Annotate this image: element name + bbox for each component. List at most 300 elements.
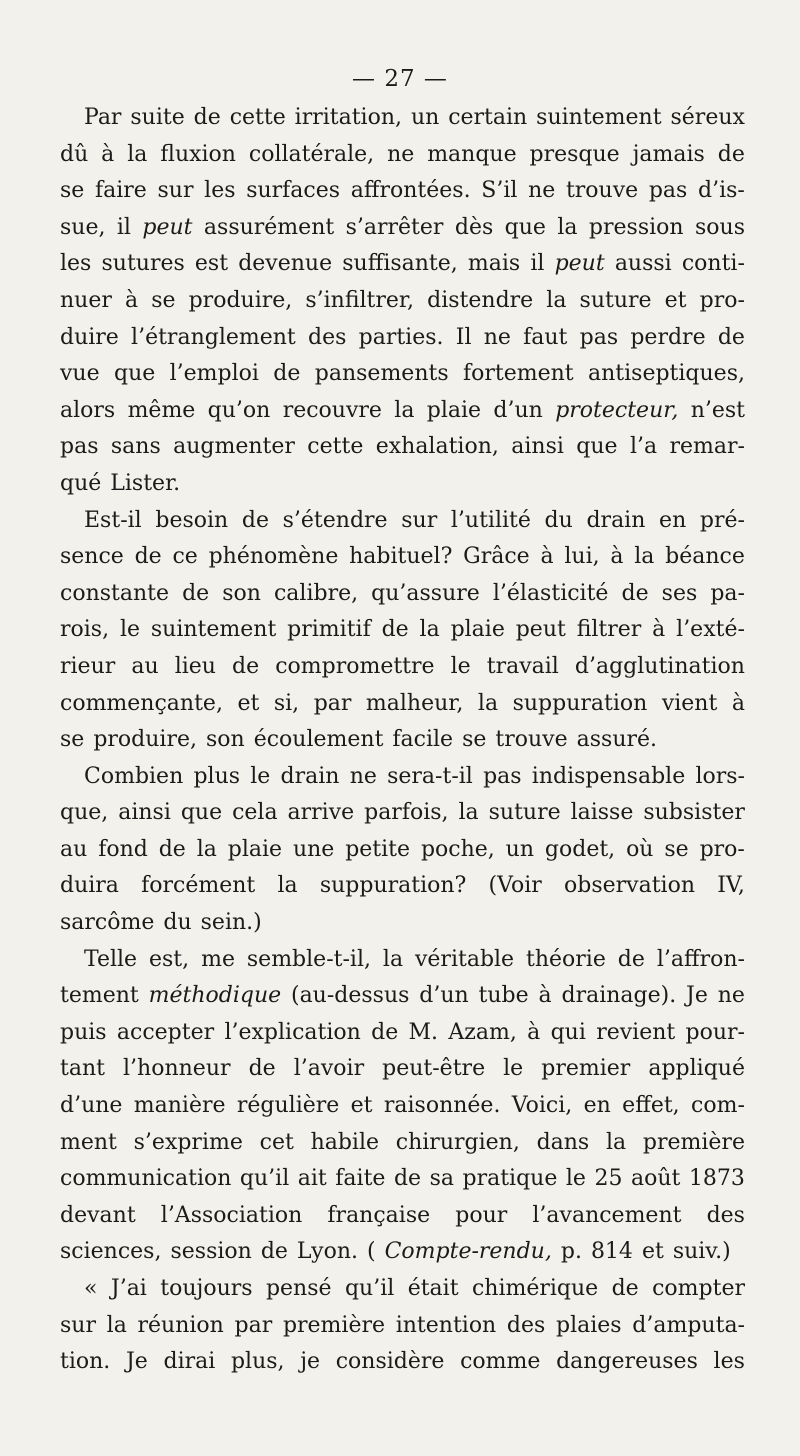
word: manque: [427, 141, 517, 167]
word: le: [450, 653, 471, 679]
word: Est-il: [84, 507, 142, 533]
word: le: [565, 1166, 586, 1192]
word: écoulement: [253, 727, 384, 753]
word: de: [241, 507, 269, 533]
word: faire: [94, 178, 147, 204]
word: surfaces: [246, 178, 341, 204]
word: jamais: [632, 141, 705, 167]
word: du: [544, 507, 573, 533]
word: pa-: [710, 580, 745, 606]
word: de: [248, 1056, 276, 1082]
word: les: [204, 178, 236, 204]
word: intention: [395, 1312, 497, 1338]
italic-word: peut: [554, 251, 605, 277]
word: lors-: [695, 763, 745, 789]
text-line: [60, 759, 745, 796]
word: que: [180, 800, 223, 826]
word: l’avancement: [532, 1202, 682, 1228]
word: ne: [483, 324, 511, 350]
text-line: [60, 1015, 745, 1052]
word: augmenter: [173, 434, 295, 460]
word: qu’on: [207, 397, 271, 423]
word: suppuration: [512, 690, 648, 716]
word: béance: [665, 544, 745, 570]
word: la: [557, 214, 578, 240]
word: M.: [408, 1019, 439, 1045]
word: communication: [60, 1166, 232, 1192]
word: dangereuses: [556, 1349, 698, 1375]
word: une: [292, 836, 335, 862]
word: suintement: [536, 105, 662, 130]
word: la: [419, 617, 440, 643]
word: duire: [60, 324, 119, 350]
word: sue,: [60, 214, 106, 240]
word: de: [193, 105, 221, 130]
italic-word: Compte-rendu,: [384, 1239, 552, 1265]
word: plaies: [556, 1312, 622, 1338]
word: premier: [541, 1056, 631, 1082]
word: où: [626, 836, 654, 862]
word: subsister: [643, 800, 745, 826]
word: habile: [310, 1129, 380, 1155]
text-line: [60, 356, 745, 393]
word: faite: [335, 1166, 386, 1192]
word: lieu: [174, 653, 216, 679]
text-line: [60, 503, 745, 540]
word: vient: [661, 690, 718, 716]
word: fortement: [462, 361, 574, 387]
word: antiseptiques,: [588, 361, 745, 387]
word: véritable: [414, 946, 515, 972]
text-line: [60, 1234, 745, 1271]
word: d’amputa-: [632, 1312, 745, 1338]
word: l’utilité: [450, 507, 531, 533]
word: calibre,: [273, 580, 359, 606]
word: vue: [60, 361, 100, 387]
word: pratique: [462, 1166, 558, 1192]
word: août: [630, 1166, 681, 1192]
word: que: [113, 361, 156, 387]
word: s’infiltrer,: [305, 287, 415, 313]
word: fond: [98, 836, 148, 862]
word: qué: [60, 470, 102, 496]
italic-word: peut: [142, 214, 193, 240]
word: semble-t-il,: [246, 946, 371, 972]
word: lui,: [564, 544, 600, 570]
word: appliqué: [648, 1056, 745, 1082]
word: pression: [588, 214, 684, 240]
word: la: [394, 397, 415, 423]
text-line: [60, 539, 745, 576]
word: le: [119, 617, 141, 643]
word: suture: [488, 800, 561, 826]
word: qu’assure: [371, 580, 480, 606]
word: compter: [652, 1276, 745, 1301]
word: l’avoir: [293, 1056, 365, 1082]
word: travail: [486, 653, 559, 679]
word: trouve: [495, 727, 568, 753]
text-line: [60, 942, 745, 979]
word: considère: [335, 1349, 445, 1375]
word: de: [134, 544, 162, 570]
word-group: [367, 1234, 552, 1271]
word: p.: [560, 1239, 582, 1265]
word: plus: [193, 763, 241, 789]
text-line: [60, 649, 745, 686]
word: n’est: [690, 397, 745, 423]
word: la: [605, 1129, 627, 1155]
word: du: [163, 910, 192, 936]
word: la: [127, 141, 148, 167]
word: tube: [478, 983, 529, 1009]
word: l’emploi: [169, 361, 259, 387]
text-line: [60, 429, 745, 466]
word: de: [621, 580, 649, 606]
word: d’is-: [698, 178, 745, 204]
word: pas: [579, 324, 619, 350]
word: de: [232, 653, 260, 679]
text-line: [60, 246, 745, 283]
word: se: [664, 836, 689, 862]
word: arrive: [287, 800, 355, 826]
word: sera-t-il: [387, 763, 473, 789]
word: les: [713, 1349, 745, 1375]
word: d’un: [419, 983, 469, 1009]
word: sarcôme: [60, 910, 155, 936]
word: il: [530, 251, 545, 277]
word: comme: [460, 1349, 541, 1375]
word: et: [237, 690, 260, 716]
word: Lister.: [110, 470, 181, 496]
word: compromettre: [275, 653, 435, 679]
word: affrontées.: [350, 178, 471, 204]
word: cela: [232, 800, 278, 826]
word: la: [634, 544, 655, 570]
word: de: [381, 617, 409, 643]
text-line: [60, 1051, 745, 1088]
word: des: [706, 1202, 745, 1228]
word: Je: [125, 1349, 148, 1375]
word: tion.: [60, 1349, 111, 1375]
word: l’affron-: [656, 946, 745, 972]
word: conti-: [681, 251, 745, 277]
word: que: [576, 434, 618, 460]
word: aussi: [614, 251, 672, 277]
word: rieur: [60, 653, 116, 679]
word: l’a: [629, 434, 658, 460]
word: si,: [273, 690, 300, 716]
word: pro-: [699, 836, 745, 862]
word: de: [717, 141, 745, 167]
word: française: [327, 1202, 431, 1228]
word: ne: [387, 141, 415, 167]
word: était: [407, 1276, 459, 1301]
word: IV,: [717, 873, 745, 899]
word: cet: [259, 1129, 294, 1155]
word: sence: [60, 544, 124, 570]
word: plaie: [450, 617, 505, 643]
word: constante: [60, 580, 170, 606]
text-line: [60, 905, 745, 942]
word: Je: [686, 983, 708, 1009]
word: devant: [60, 1202, 136, 1228]
word: distendre: [427, 287, 534, 313]
word: plaie: [426, 397, 482, 423]
word: la: [277, 873, 298, 899]
text-line: [60, 283, 745, 320]
word: facile: [392, 727, 454, 753]
word: se: [462, 727, 487, 753]
word: irritation,: [294, 105, 403, 130]
word: recouvre: [282, 397, 382, 423]
word: de: [617, 946, 645, 972]
word: Par: [84, 105, 122, 130]
word: dans: [536, 1129, 590, 1155]
word: l’exté-: [676, 617, 745, 643]
italic-word: protecteur,: [555, 397, 679, 423]
word: laisse: [570, 800, 634, 826]
word: première: [642, 1129, 745, 1155]
word: pour: [455, 1202, 508, 1228]
word: la: [382, 946, 404, 972]
word: parfois,: [364, 800, 449, 826]
word: tant: [60, 1056, 105, 1082]
word: primitif: [287, 617, 371, 643]
word: me: [201, 946, 235, 972]
word: perdre: [630, 324, 706, 350]
body-text: [60, 100, 745, 1381]
text-line: [60, 1344, 745, 1381]
word: (: [366, 1239, 376, 1265]
word: de: [393, 1166, 422, 1192]
italic-word: méthodique: [148, 983, 282, 1009]
word: et: [641, 1239, 664, 1265]
word: de: [273, 361, 301, 387]
word: malheur,: [365, 690, 464, 716]
word: sur: [401, 507, 438, 533]
word: phénomène: [208, 544, 339, 570]
word: des: [506, 1312, 546, 1338]
word: la: [546, 287, 567, 313]
text-line: [60, 320, 745, 357]
word: un: [505, 836, 535, 862]
word: un: [410, 105, 440, 130]
word: séreux: [670, 105, 745, 130]
word: de: [371, 1019, 399, 1045]
word: presque: [529, 141, 620, 167]
text-line: [60, 795, 745, 832]
word: accepter: [116, 1019, 215, 1045]
word: Grâce: [463, 544, 530, 570]
word: filtrer: [576, 617, 642, 643]
word: que,: [60, 800, 109, 826]
word: se: [151, 287, 176, 313]
word: poche,: [420, 836, 495, 862]
text-line: [60, 978, 745, 1015]
word: sur: [157, 178, 194, 204]
word: l’Association: [160, 1202, 303, 1228]
text-line: [60, 173, 745, 210]
text-line: [60, 210, 745, 247]
word: première: [282, 1312, 386, 1338]
word: (au-dessus: [290, 983, 410, 1009]
word: l’élasticité: [492, 580, 609, 606]
word: 1873: [688, 1166, 745, 1192]
word: qui: [550, 1019, 586, 1045]
word: revient: [596, 1019, 676, 1045]
word: exhalation,: [375, 434, 499, 460]
word: plus,: [230, 1349, 285, 1375]
word: collatérale,: [248, 141, 375, 167]
word: s’arrêter: [345, 214, 444, 240]
word: drainage).: [561, 983, 677, 1009]
word: pour-: [685, 1019, 745, 1045]
word: Voici,: [511, 1093, 573, 1119]
word: 25: [594, 1166, 623, 1192]
text-line: [60, 832, 745, 869]
word: à: [652, 617, 666, 643]
word: d’agglutination: [574, 653, 745, 679]
text-line: [60, 1198, 745, 1235]
word: puis: [60, 1019, 107, 1045]
word: produire,: [93, 727, 197, 753]
word: il: [116, 214, 131, 240]
word: ait: [297, 1166, 327, 1192]
word: sans: [110, 434, 161, 460]
word: ainsi: [118, 800, 171, 826]
text-line: [60, 686, 745, 723]
word: la: [477, 690, 499, 716]
word: pas: [483, 763, 522, 789]
word: petite: [345, 836, 411, 862]
word: au: [60, 836, 88, 862]
word: Azam,: [448, 1019, 517, 1045]
word: peut-être: [382, 1056, 486, 1082]
word: en: [659, 507, 687, 533]
word: se: [60, 727, 85, 753]
word: Lyon.: [296, 1239, 358, 1265]
word: suffisante,: [342, 251, 458, 277]
word: suture: [579, 287, 652, 313]
word: alors: [60, 397, 116, 423]
word: assurément: [203, 214, 335, 240]
word: est: [194, 251, 229, 277]
word: par: [313, 690, 352, 716]
word: suiv.): [672, 1239, 731, 1265]
word: à: [101, 141, 115, 167]
word: de: [260, 1239, 288, 1265]
word: ne: [528, 178, 556, 204]
word: en: [583, 1093, 611, 1119]
word: toujours: [160, 1276, 253, 1301]
text-line: [60, 100, 745, 137]
word: sous: [694, 214, 745, 240]
word: les: [60, 251, 92, 277]
word: ce: [172, 544, 198, 570]
word: mais: [467, 251, 521, 277]
text-line: [60, 1125, 745, 1162]
word: que: [504, 214, 546, 240]
word: duira: [60, 873, 119, 899]
page-number: — 27 —: [352, 66, 448, 92]
text-line: [60, 1088, 745, 1125]
word: manière: [133, 1093, 226, 1119]
word: cette: [229, 105, 286, 130]
word: Combien: [84, 763, 184, 789]
word: ment: [60, 1129, 117, 1155]
word: peut: [515, 617, 566, 643]
word: à: [610, 544, 624, 570]
word: réunion: [137, 1312, 224, 1338]
text-line: [60, 612, 745, 649]
word: parties.: [358, 324, 444, 350]
word: d’une: [60, 1093, 123, 1119]
word: dès: [454, 214, 494, 240]
word: ne: [717, 983, 745, 1009]
word: (Voir: [488, 873, 542, 899]
text-line: [60, 576, 745, 613]
word: de: [158, 836, 186, 862]
word: de: [717, 324, 745, 350]
word: par: [234, 1312, 273, 1338]
word: «: [84, 1276, 98, 1301]
word: Il: [455, 324, 472, 350]
word: tement: [60, 983, 139, 1009]
word: régulière: [236, 1093, 340, 1119]
word: pas: [60, 434, 99, 460]
text-line: [60, 137, 745, 174]
word: ne: [349, 763, 377, 789]
word: au: [131, 653, 159, 679]
word: effet,: [622, 1093, 680, 1119]
word: ses: [661, 580, 698, 606]
word: et: [350, 1093, 373, 1119]
word: drain: [280, 763, 340, 789]
word: s’exprime: [133, 1129, 243, 1155]
word: suite: [130, 105, 185, 130]
word: sein.): [200, 910, 262, 936]
word: devenue: [238, 251, 333, 277]
word: nuer: [60, 287, 112, 313]
word: J’ai: [110, 1276, 147, 1301]
word: le: [503, 1056, 524, 1082]
word: qu’il: [344, 1276, 395, 1301]
word: plaie: [227, 836, 283, 862]
word: pro-: [699, 287, 745, 313]
word: 814: [590, 1239, 633, 1265]
word: sur: [60, 1312, 96, 1338]
word: remar-: [669, 434, 745, 460]
word: chirurgien,: [395, 1129, 520, 1155]
word: se: [60, 178, 85, 204]
word: s’étendre: [282, 507, 388, 533]
word: le: [250, 763, 271, 789]
word: à: [124, 287, 139, 313]
word: Telle: [84, 946, 138, 972]
word: suintement: [150, 617, 277, 643]
word: d’un: [493, 397, 543, 423]
word: dirai: [163, 1349, 216, 1375]
word: qu’il: [239, 1166, 290, 1192]
word: sciences,: [60, 1239, 162, 1265]
word: pas: [648, 178, 688, 204]
word: assuré.: [576, 727, 658, 753]
word: trouve: [565, 178, 639, 204]
word: faut: [523, 324, 568, 350]
word: indispensable: [531, 763, 686, 789]
word: S’il: [481, 178, 518, 204]
word: l’explication: [224, 1019, 361, 1045]
